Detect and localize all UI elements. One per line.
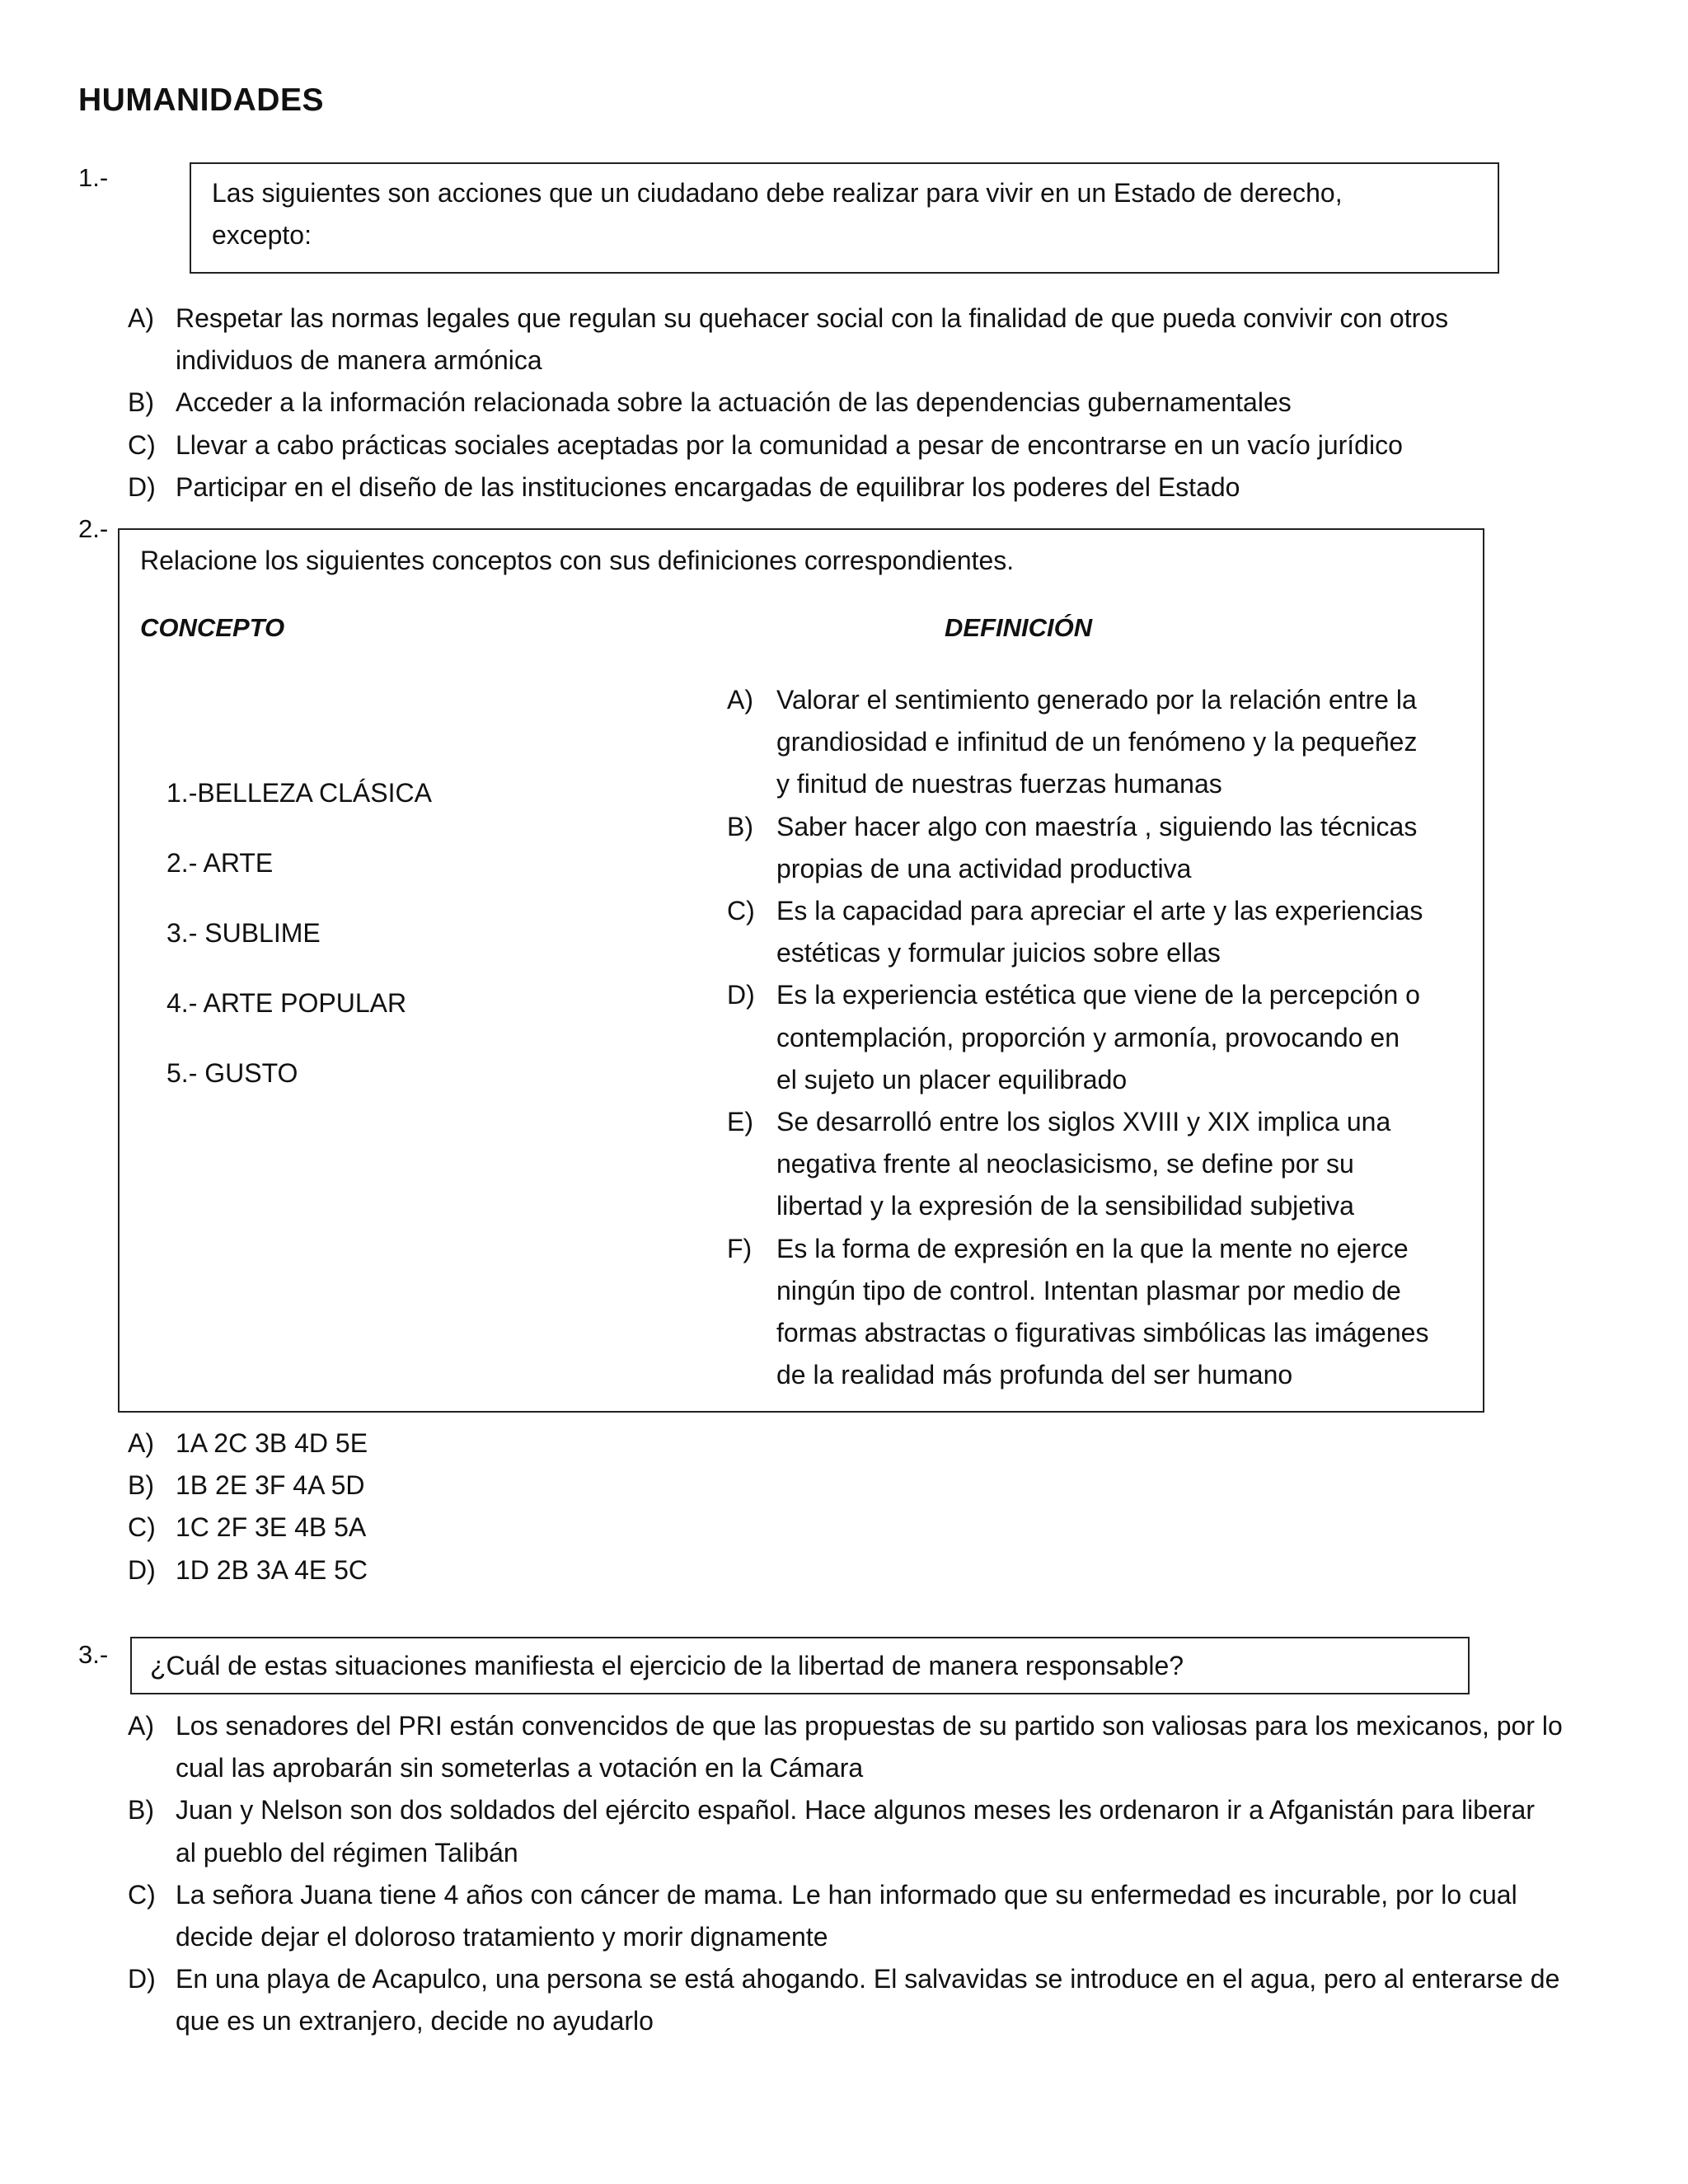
option-text-line: Se desarrolló entre los siglos XVIII y XIX implica una <box>776 1107 1391 1137</box>
concept-item: 4.- ARTE POPULAR <box>166 988 407 1018</box>
option-letter: A) <box>727 685 753 715</box>
option-letter: D) <box>727 980 755 1010</box>
option-letter: A) <box>128 1428 154 1458</box>
option-letter: D) <box>128 1964 156 1994</box>
option-letter: C) <box>128 1512 156 1543</box>
concept-item: 2.- ARTE <box>166 848 274 878</box>
option-letter: E) <box>727 1107 753 1137</box>
option-text-line: La señora Juana tiene 4 años con cáncer de mama. Le han informado que su enfermedad es incurable, por lo cual <box>176 1879 1517 1910</box>
option-text-line: negativa frente al neoclasicismo, se define por su <box>776 1149 1354 1179</box>
option-text-line: individuos de manera armónica <box>176 345 542 376</box>
option-letter: B) <box>128 387 154 418</box>
option-text-line: Respetar las normas legales que regulan su quehacer social con la finalidad de que pueda convivir con otros <box>176 303 1449 333</box>
option-text-line: al pueblo del régimen Talibán <box>176 1837 518 1868</box>
option-text-line: Es la forma de expresión en la que la mente no ejerce <box>776 1233 1409 1263</box>
option-text-line: libertad y la expresión de la sensibilidad subjetiva <box>776 1191 1354 1221</box>
question-1-number: 1.- <box>78 163 109 192</box>
concept-item: 1.-BELLEZA CLÁSICA <box>166 778 432 808</box>
option-text-line: formas abstractas o figurativas simbólicas las imágenes <box>776 1317 1429 1347</box>
question-3-stem-box <box>130 1637 1470 1694</box>
question-3-stem-line: ¿Cuál de estas situaciones manifiesta el ejercicio de la libertad de manera responsable? <box>150 1651 1184 1680</box>
question-1-stem-box <box>190 162 1499 274</box>
definition-header: DEFINICIÓN <box>945 613 1093 642</box>
option-text-line: Participar en el diseño de las instituciones encargadas de equilibrar los poderes del Estado <box>176 471 1240 502</box>
option-text-line: Llevar a cabo prácticas sociales aceptadas por la comunidad a pesar de encontrarse en un vacío jurídico <box>176 429 1403 460</box>
question-1-stem-line: excepto: <box>212 220 312 250</box>
option-text-line: En una playa de Acapulco, una persona se está ahogando. El salvavidas se introduce en el agua, pero al enterarse de <box>176 1964 1560 1994</box>
option-letter: C) <box>128 429 156 460</box>
option-letter: B) <box>128 1470 154 1501</box>
option-text-line: y finitud de nuestras fuerzas humanas <box>776 769 1222 799</box>
question-1-stem-line: Las siguientes son acciones que un ciudadano debe realizar para vivir en un Estado de derecho, <box>212 178 1343 208</box>
option-text-line: de la realidad más profunda del ser humano <box>776 1360 1293 1390</box>
option-letter: A) <box>128 1711 154 1741</box>
option-letter: C) <box>128 1879 156 1910</box>
option-text-line: Juan y Nelson son dos soldados del ejército español. Hace algunos meses les ordenaron ir a Afganistán para liberar <box>176 1795 1535 1825</box>
option-text-line: Acceder a la información relacionada sobre la actuación de las dependencias gubernamentales <box>176 387 1292 418</box>
option-text-line: Es la experiencia estética que viene de la percepción o <box>776 980 1420 1010</box>
option-text-line: estéticas y formular juicios sobre ellas <box>776 938 1221 968</box>
option-text-line: propias de una actividad productiva <box>776 853 1192 883</box>
question-2-intro: Relacione los siguientes conceptos con sus definiciones correspondientes. <box>140 546 1015 575</box>
option-text-line: que es un extranjero, decide no ayudarlo <box>176 2006 654 2036</box>
option-text-line: Los senadores del PRI están convencidos de que las propuestas de su partido son valiosas para los mexicanos, por lo <box>176 1711 1563 1741</box>
question-2-number: 2.- <box>78 514 109 543</box>
option-text-line: el sujeto un placer equilibrado <box>776 1064 1128 1094</box>
option-text-line: grandiosidad e infinitud de un fenómeno y la pequeñez <box>776 727 1418 757</box>
concept-item: 5.- GUSTO <box>166 1058 298 1088</box>
option-text-line: 1C 2F 3E 4B 5A <box>176 1512 367 1543</box>
option-text-line: 1D 2B 3A 4E 5C <box>176 1554 368 1585</box>
concept-header: CONCEPTO <box>140 613 285 642</box>
option-text-line: Saber hacer algo con maestría , siguiendo las técnicas <box>776 811 1418 841</box>
option-text-line: contemplación, proporción y armonía, provocando en <box>776 1022 1400 1052</box>
option-letter: D) <box>128 1554 156 1585</box>
option-text-line: decide dejar el doloroso tratamiento y morir dignamente <box>176 1921 828 1952</box>
option-text-line: Es la capacidad para apreciar el arte y las experiencias <box>776 896 1423 926</box>
option-text-line: cual las aprobarán sin someterlas a votación en la Cámara <box>176 1753 864 1783</box>
question-2-matching-box <box>118 528 1484 1413</box>
option-letter: A) <box>128 303 154 333</box>
question-3-number: 3.- <box>78 1640 109 1669</box>
option-letter: D) <box>128 471 156 502</box>
option-text-line: 1A 2C 3B 4D 5E <box>176 1428 368 1458</box>
option-text-line: Valorar el sentimiento generado por la relación entre la <box>776 685 1417 715</box>
option-letter: B) <box>128 1795 154 1825</box>
option-letter: F) <box>727 1233 753 1263</box>
option-text-line: 1B 2E 3F 4A 5D <box>176 1470 365 1501</box>
option-letter: C) <box>727 896 755 926</box>
option-letter: B) <box>727 811 753 841</box>
concept-item: 3.- SUBLIME <box>166 918 321 948</box>
section-title: HUMANIDADES <box>78 82 324 118</box>
option-text-line: ningún tipo de control. Intentan plasmar por medio de <box>776 1275 1401 1305</box>
